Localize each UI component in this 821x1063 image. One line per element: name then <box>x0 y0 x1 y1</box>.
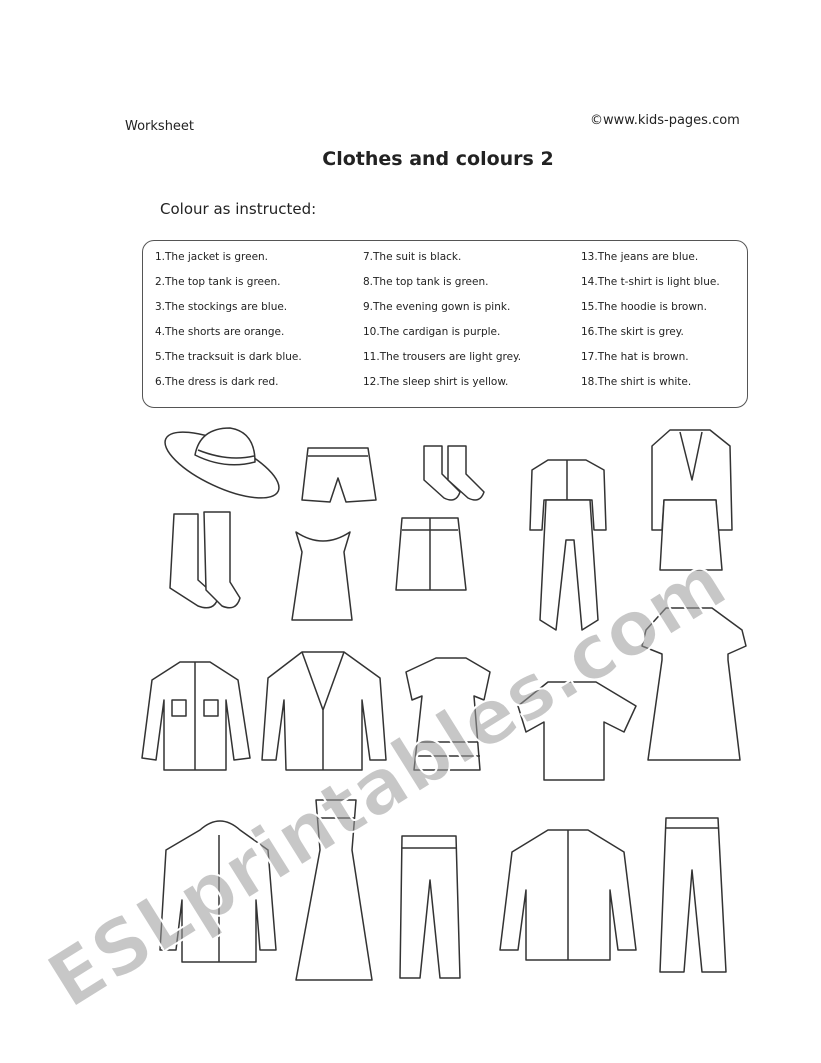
t-shirt-drawing <box>518 682 636 780</box>
trousers-drawing <box>400 836 460 978</box>
instruction-item: 10.The cardigan is purple. <box>363 326 501 338</box>
evening-gown-drawing <box>296 800 372 980</box>
instruction-item: 11.The trousers are light grey. <box>363 351 522 363</box>
instruction-item: 4.The shorts are orange. <box>155 326 285 338</box>
socks-drawing <box>424 446 484 500</box>
stockings-drawing <box>170 512 240 608</box>
jacket-drawing <box>500 830 636 960</box>
top-tank-drawing <box>292 532 352 620</box>
instruction-item: 12.The sleep shirt is yellow. <box>363 376 509 388</box>
jeans-drawing <box>660 818 726 972</box>
instruction-item: 5.The tracksuit is dark blue. <box>155 351 302 363</box>
cardigan-drawing <box>262 652 386 770</box>
dress-polka-drawing <box>642 608 746 760</box>
instruction-item: 8.The top tank is green. <box>363 276 489 288</box>
copyright-text: ©www.kids-pages.com <box>590 113 740 128</box>
instruction-item: 6.The dress is dark red. <box>155 376 279 388</box>
watermark-text: ESLprintables.com <box>32 527 756 1026</box>
instruction-item: 2.The top tank is green. <box>155 276 281 288</box>
suit-drawing <box>652 430 732 570</box>
instruction-item: 15.The hoodie is brown. <box>581 301 707 313</box>
sleep-shirt-drawing <box>406 658 490 770</box>
instruction-item: 7.The suit is black. <box>363 251 462 263</box>
instruction-item: 1.The jacket is green. <box>155 251 269 263</box>
tracksuit-drawing <box>530 460 606 630</box>
instruction: Colour as instructed: <box>160 200 317 218</box>
instruction-item: 18.The shirt is white. <box>581 376 692 388</box>
instruction-item: 9.The evening gown is pink. <box>363 301 511 313</box>
instruction-item: 13.The jeans are blue. <box>581 251 699 263</box>
skirt-drawing <box>396 518 466 590</box>
hoodie-drawing <box>160 821 276 962</box>
instruction-item: 3.The stockings are blue. <box>155 301 288 313</box>
page-title: Clothes and colours 2 <box>322 148 554 170</box>
instruction-item: 16.The skirt is grey. <box>581 326 684 338</box>
shirt-drawing <box>142 662 250 770</box>
instruction-item: 14.The t-shirt is light blue. <box>581 276 720 288</box>
shorts-drawing <box>302 448 376 502</box>
hat-drawing <box>157 419 288 511</box>
instruction-item: 17.The hat is brown. <box>581 351 689 363</box>
worksheet-label: Worksheet <box>125 119 195 134</box>
